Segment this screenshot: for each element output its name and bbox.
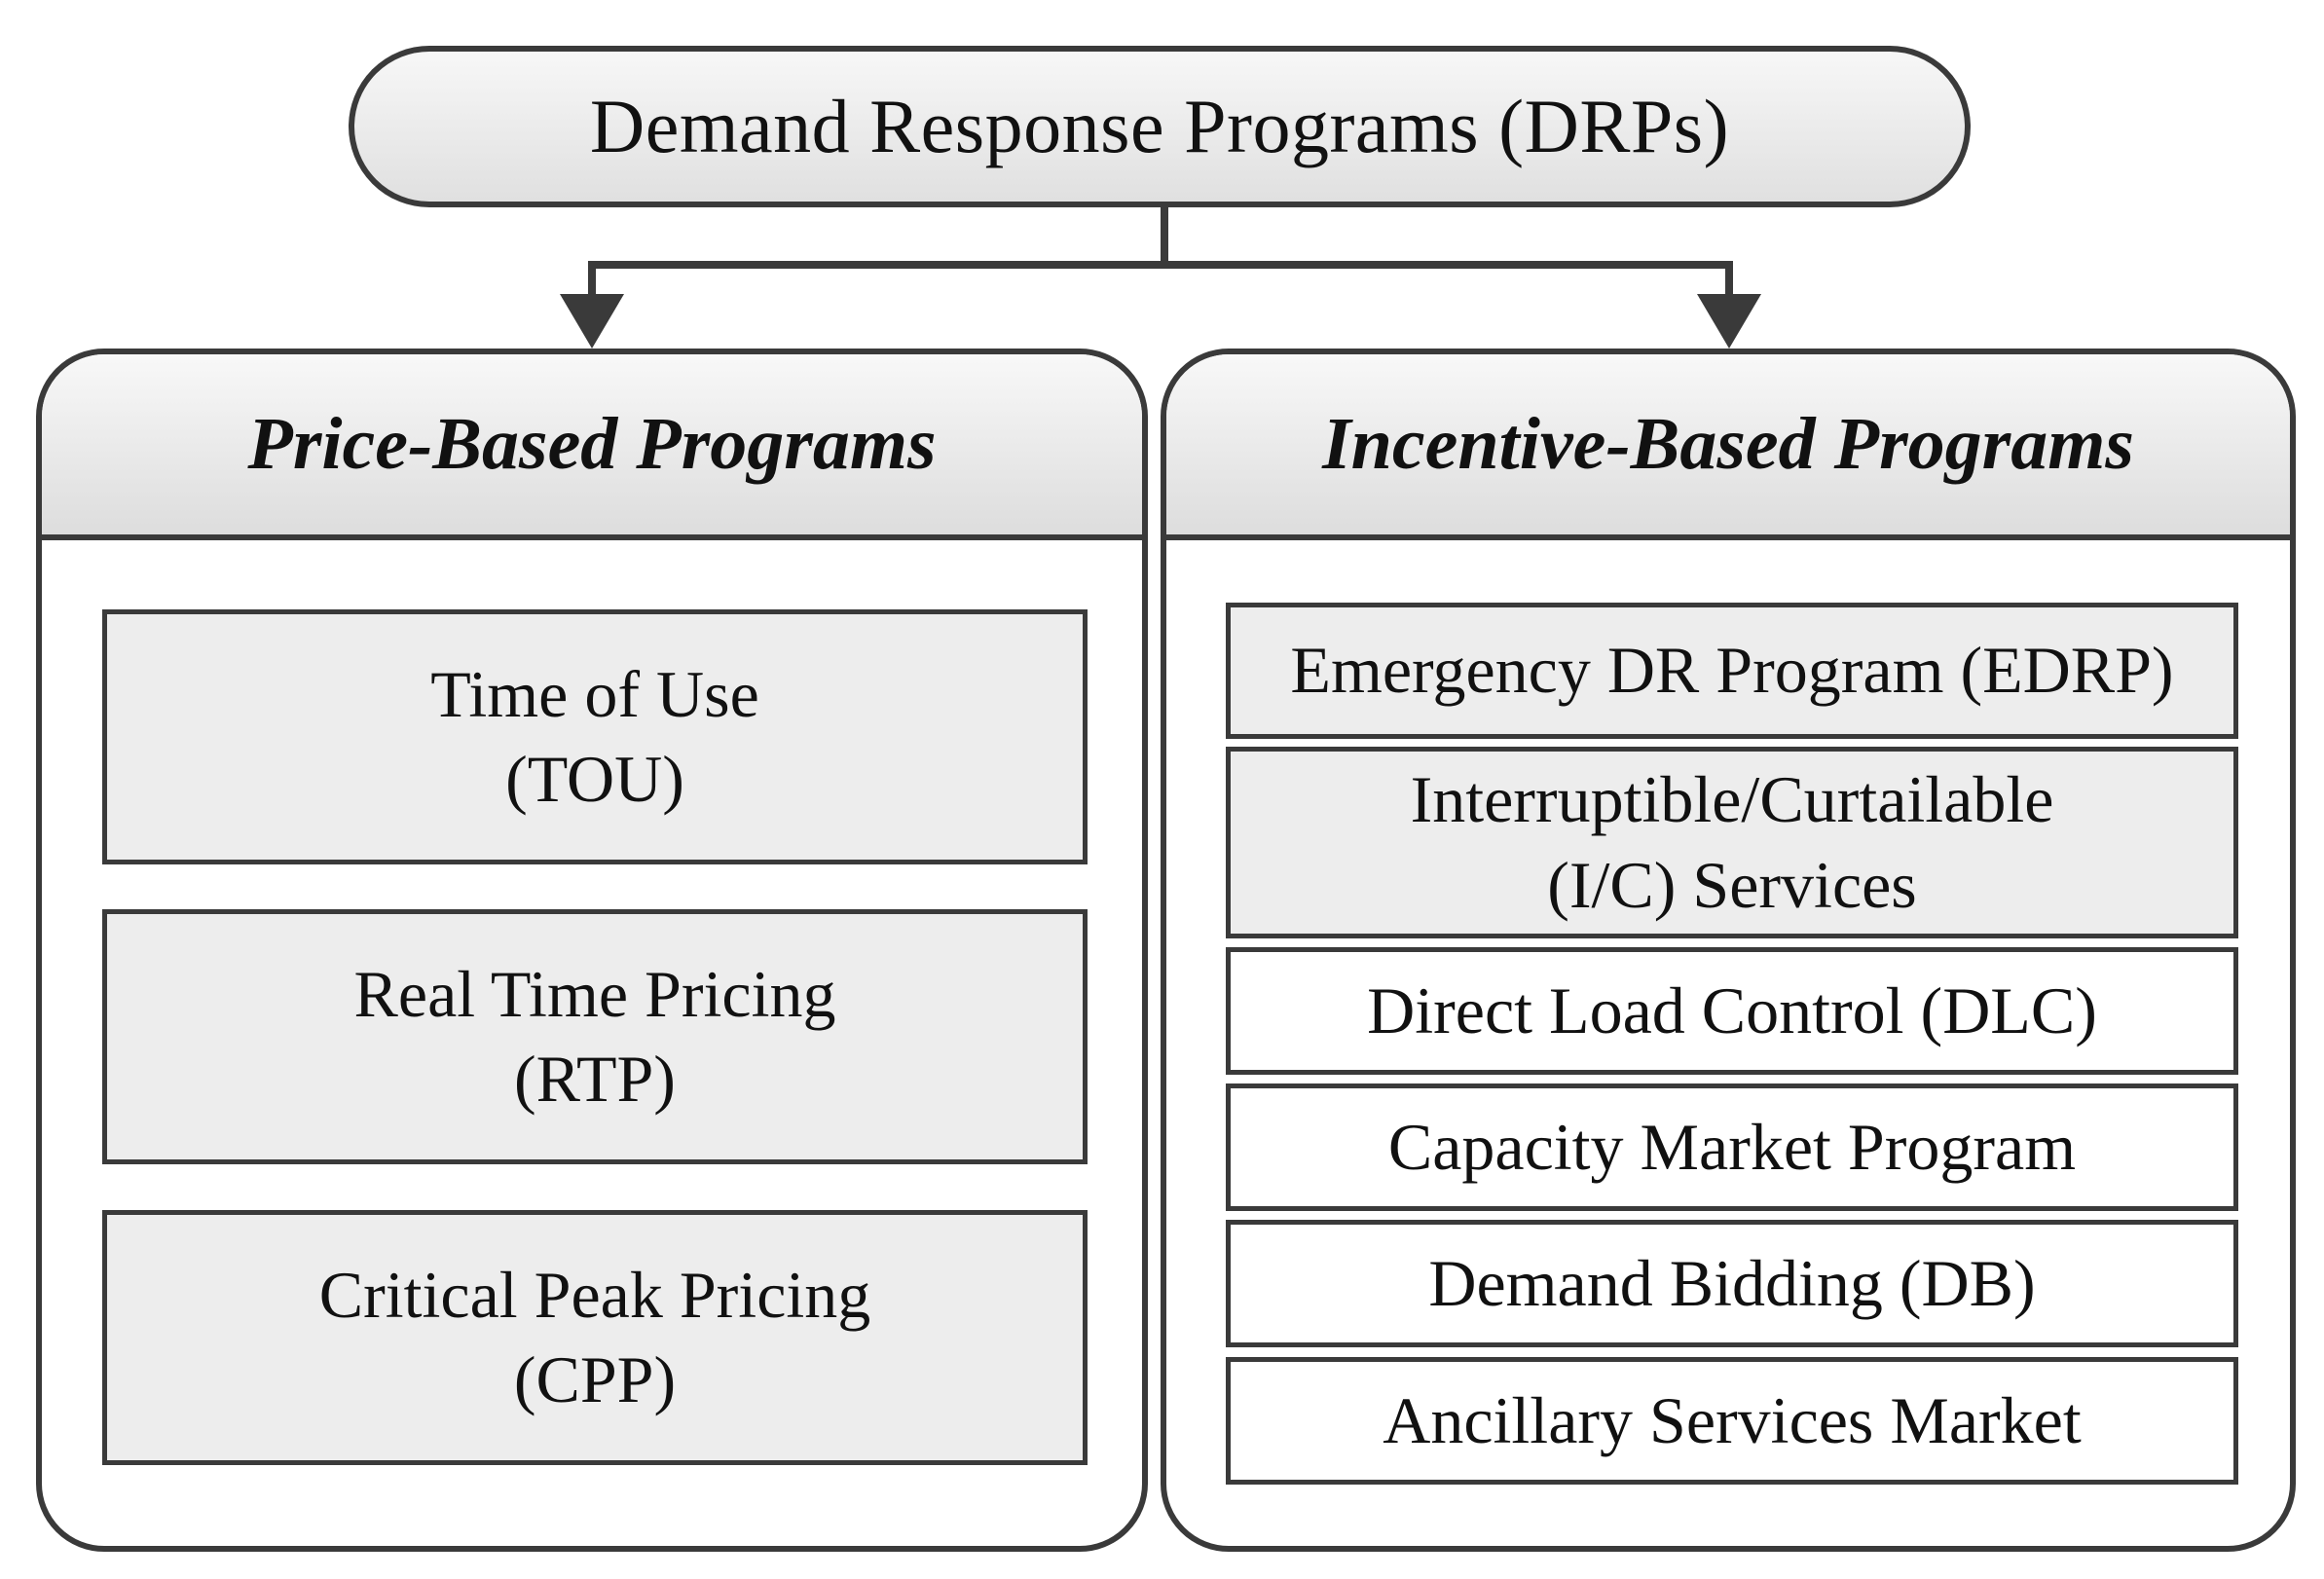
- rtp-box: [102, 909, 1088, 1164]
- root-node-label: Demand Response Programs (DRPs): [589, 84, 1730, 168]
- price-based-title: Price-Based Programs: [247, 403, 937, 485]
- rtp-abbrev: (RTP): [514, 1042, 676, 1116]
- demand-bidding-box: [1226, 1220, 2238, 1347]
- demand-bidding-label: Demand Bidding (DB): [1428, 1245, 2036, 1320]
- incentive-based-header: [1166, 354, 2290, 540]
- dlc-label: Direct Load Control (DLC): [1367, 973, 2097, 1047]
- capacity-market-label: Capacity Market Program: [1387, 1109, 2077, 1184]
- price-based-panel: [36, 349, 1148, 1552]
- ic-services-label: Interruptible/Curtailable: [1410, 762, 2054, 837]
- rtp-label: Real Time Pricing: [353, 956, 836, 1031]
- ic-services-abbrev: (I/C) Services: [1547, 847, 1917, 922]
- capacity-market-box: [1226, 1083, 2238, 1211]
- arrow-to-incentive-based: [1697, 294, 1761, 349]
- cpp-abbrev: (CPP): [513, 1342, 677, 1416]
- incentive-based-panel: [1161, 349, 2296, 1552]
- dlc-box: [1226, 947, 2238, 1075]
- cpp-box: [102, 1210, 1088, 1465]
- price-based-header: [42, 354, 1142, 540]
- cpp-label: Critical Peak Pricing: [318, 1257, 871, 1332]
- edrp-box: [1226, 603, 2238, 739]
- tou-abbrev: (TOU): [505, 742, 684, 816]
- edrp-label: Emergency DR Program (EDRP): [1290, 633, 2174, 708]
- ic-services-box: [1226, 747, 2238, 938]
- tou-box: [102, 609, 1088, 864]
- ancillary-services-box: [1226, 1357, 2238, 1485]
- root-node-drps: [349, 46, 1971, 207]
- incentive-based-title: Incentive-Based Programs: [1322, 403, 2134, 485]
- arrow-to-price-based: [560, 294, 624, 349]
- tou-label: Time of Use: [430, 656, 759, 731]
- branch-connector: [592, 265, 1729, 304]
- ancillary-services-label: Ancillary Services Market: [1383, 1382, 2082, 1457]
